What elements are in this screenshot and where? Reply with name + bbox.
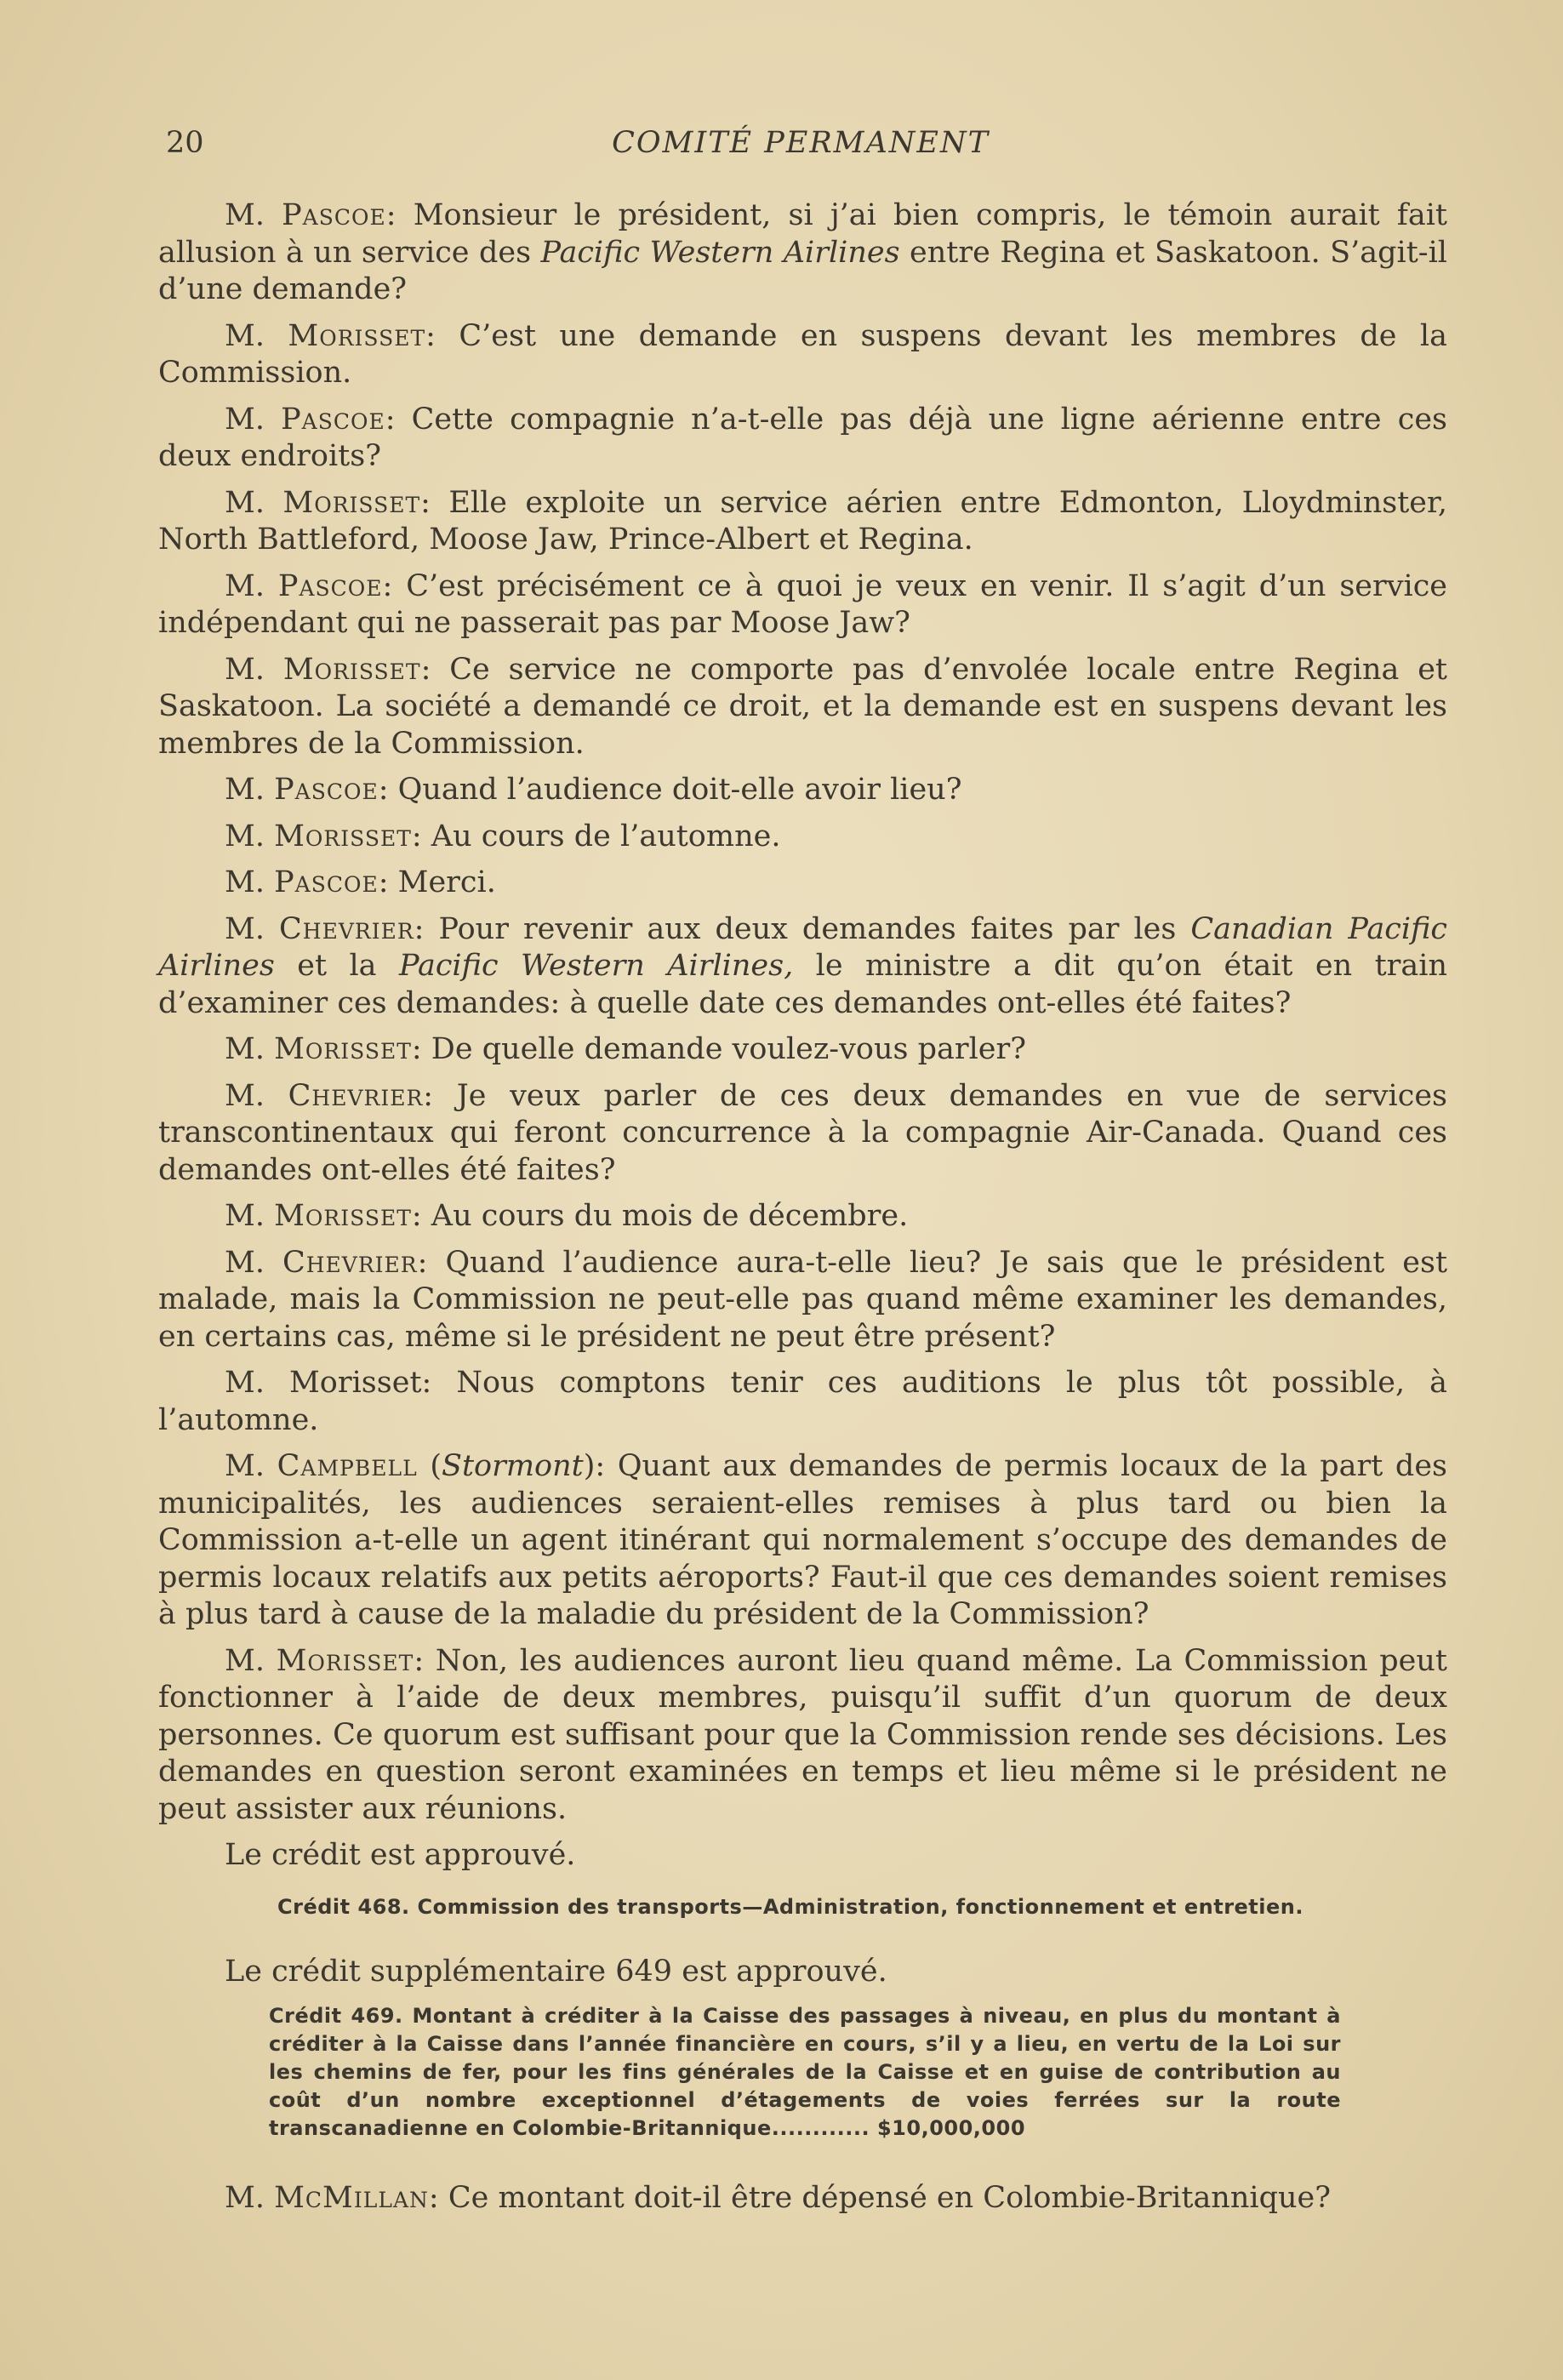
paragraph-chevrier-1: M. Chevrier: Pour revenir aux deux demandes faites par les Canadian Pacific Airlines et la Pacific Western Airlines, le ministre a dit qu’on était en train d’examiner ces demandes: à quelle date ces demandes ont-elles été faites? [158, 911, 1448, 1020]
speaker-name: Morisset [282, 485, 421, 520]
credit-468: Crédit 468. Commission des transports—Administration, fonctionnement et entretien. [277, 1894, 1303, 1919]
speaker-name: Morisset [274, 819, 412, 853]
page-number: 20 [166, 126, 204, 160]
speaker-name: Morisset [274, 1199, 412, 1233]
running-head: COMITÉ PERMANENT [612, 126, 990, 160]
paragraph-morisset-6: M. Morisset: Au cours du mois de décembre. [225, 1199, 909, 1233]
speaker-name: Pascoe [274, 773, 379, 807]
speaker-name: Morisset [274, 1032, 412, 1066]
speaker-name: Pascoe [277, 568, 383, 603]
italic-company: Pacific Western Airlines, [398, 949, 794, 983]
page-header [166, 126, 1435, 170]
speaker-name: Chevrier [288, 1078, 424, 1113]
speaker-name: Chevrier [282, 1245, 418, 1280]
credit-469-amount: $10,000,000 [876, 2116, 1026, 2140]
speaker-name: Morisset [282, 652, 421, 687]
speaker-name: Morisset [276, 1643, 414, 1678]
italic-company: Canadian Pacific Airlines [158, 911, 1448, 983]
paragraph-morisset-2: M. Morisset: Elle exploite un service aérien entre Edmonton, Lloydminster, North Battleford, Moose Jaw, Prince-Albert et Regina. [158, 485, 1447, 556]
speaker-riding: Stormont [442, 1449, 584, 1483]
credit-469-text: Crédit 469. Montant à créditer à la Caisse des passages à niveau, en plus du montant à créditer à la Caisse dans l’année financière en cours, s’il y a lieu, en vertu de la Loi sur les chemins de fer, pour les fins générales de la Caisse et en guise de contribution au coût d’un nombre exceptionnel d’étagements de voies ferrées sur la route transcanadienne en Colombie-Britannique [269, 2004, 1341, 2140]
paragraph-mcmillan-1: M. McMillan: Ce montant doit-il être dépensé en Colombie-Britannique? [225, 2181, 1332, 2215]
paragraph-morisset-4: M. Morisset: Au cours de l’automne. [225, 819, 781, 853]
paragraph-morisset-5: M. Morisset: De quelle demande voulez-vous parler? [225, 1032, 1026, 1066]
paragraph-pascoe-4: M. Pascoe: Quand l’audience doit-elle avoir lieu? [225, 773, 962, 807]
paragraph-chevrier-3: M. Chevrier: Quand l’audience aura-t-elle lieu? Je sais que le président est malade, mais la Commission ne peut-elle pas quand même examiner les demandes, en certains cas, même si le président ne peut être présent? [158, 1245, 1448, 1354]
paragraph-pascoe-3: M. Pascoe: C’est précisément ce à quoi je veux en venir. Il s’agit d’un service indépendant qui ne passerait pas par Moose Jaw? [158, 568, 1448, 640]
credit-469 [269, 2002, 1341, 2143]
speaker-name: Morisset [288, 318, 426, 353]
paragraph-pascoe-1: M. Pascoe: Monsieur le président, si j’ai bien compris, le témoin aurait fait allusion à un service des Pacific Western Airlines entre Regina et Saskatoon. S’agit-il d’une demande? [158, 198, 1447, 306]
vote-approved-2: Le crédit supplémentaire 649 est approuvé. [225, 1954, 887, 1989]
paragraph-pascoe-2: M. Pascoe: Cette compagnie n’a-t-elle pas déjà une ligne aérienne entre ces deux endroits? [158, 402, 1448, 473]
italic-company: Pacific Western Airlines [540, 235, 900, 270]
speaker-name: Chevrier [278, 911, 414, 946]
paragraph-pascoe-5: M. Pascoe: Merci. [225, 865, 496, 899]
vote-approved-1: Le crédit est approuvé. [225, 1838, 576, 1872]
transcript-body [158, 197, 1447, 2227]
paragraph-morisset-3: M. Morisset: Ce service ne comporte pas d’envolée locale entre Regina et Saskatoon. La société a demandé ce droit, et la demande est en suspens devant les membres de la Commission. [158, 652, 1447, 761]
speaker-name: Pascoe [282, 198, 386, 232]
speaker-name: McMillan [274, 2181, 429, 2215]
paragraph-morisset-1: M. Morisset: C’est une demande en suspens devant les membres de la Commission. [158, 318, 1447, 390]
paragraph-campbell-1: M. Campbell (Stormont): Quant aux demandes de permis locaux de la part des municipalités, les audiences seraient-elles remises à plus tard ou bien la Commission a-t-elle un agent itinérant qui normalement s’occupe des demandes de permis locaux relatifs aux petits aéroports? Faut-il que ces demandes soient remises à plus tard à cause de la maladie du président de la Commission? [158, 1449, 1448, 1631]
paragraph-chevrier-2: M. Chevrier: Je veux parler de ces deux demandes en vue de services transcontinentaux qui feront concurrence à la compagnie Air-Canada. Quand ces demandes ont-elles été faites? [158, 1078, 1448, 1187]
speaker-name: Pascoe [281, 402, 385, 437]
paragraph-morisset-8: M. Morisset: Non, les audiences auront lieu quand même. La Commission peut fonctionner à l’aide de deux membres, puisqu’il suffit d’un quorum de deux personnes. Ce quorum est suffisant pour que la Commission rende ses décisions. Les demandes en question seront examinées en temps et lieu même si le président ne peut assister aux réunions. [158, 1643, 1447, 1826]
dot-leader: ............ [771, 2116, 870, 2140]
speaker-name: Pascoe [274, 865, 379, 899]
speaker-name: Campbell [277, 1449, 418, 1483]
paragraph-morisset-7: M. Morisset: Nous comptons tenir ces auditions le plus tôt possible, à l’automne. [158, 1366, 1447, 1437]
